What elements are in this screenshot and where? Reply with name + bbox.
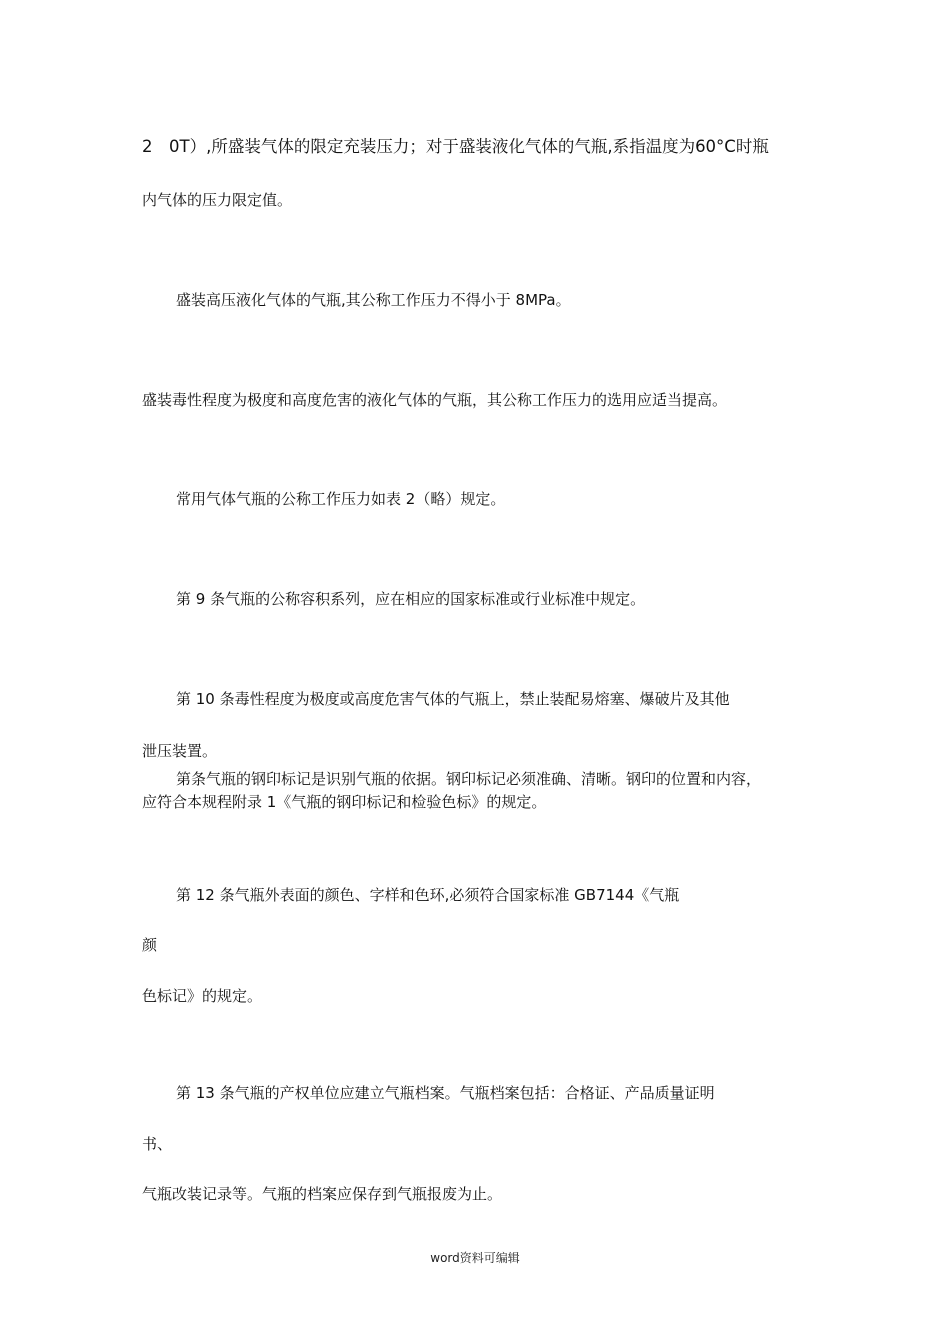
paragraph-toxic-gas-pressure: 盛装毒性程度为极度和高度危害的液化气体的气瓶，其公称工作压力的选用应适当提高。 (142, 391, 728, 409)
paragraph-line-pressure-definition: 2 0T）,所盛装气体的限定充装压力；对于盛装液化气体的气瓶,系指温度为60°C时瓶 (142, 137, 769, 156)
paragraph-article-10-line-2: 泄压装置。 (142, 742, 218, 760)
paragraph-line-pressure-limit: 内气体的压力限定值。 (142, 191, 293, 209)
paragraph-article-12-line-2: 颜 (142, 936, 158, 954)
paragraph-high-pressure-gas: 盛装高压液化气体的气瓶,其公称工作压力不得小于 8MPa。 (176, 291, 571, 309)
paragraph-article-11-line-2: 应符合本规程附录 1《气瓶的钢印标记和检验色标》的规定。 (142, 793, 547, 811)
paragraph-article-12-line-1: 第 12 条气瓶外表面的颜色、字样和色环,必须符合国家标准 GB7144《气瓶 (176, 886, 680, 904)
paragraph-article-11-line-1: 第条气瓶的钢印标记是识别气瓶的依据。钢印标记必须准确、清晰。钢印的位置和内容， (176, 770, 762, 788)
paragraph-article-13-line-1: 第 13 条气瓶的产权单位应建立气瓶档案。气瓶档案包括：合格证、产品质量证明 (176, 1084, 715, 1102)
paragraph-article-12-line-3: 色标记》的规定。 (142, 987, 263, 1005)
paragraph-article-13-line-2: 书、 (142, 1135, 173, 1153)
paragraph-table-2: 常用气体气瓶的公称工作压力如表 2（略）规定。 (176, 490, 506, 508)
paragraph-article-13-line-3: 气瓶改装记录等。气瓶的档案应保存到气瓶报废为止。 (142, 1185, 503, 1203)
page-footer: word资料可编辑 (430, 1251, 520, 1265)
paragraph-article-10-line-1: 第 10 条毒性程度为极度或高度危害气体的气瓶上，禁止装配易熔塞、爆破片及其他 (176, 690, 730, 708)
paragraph-article-9: 第 9 条气瓶的公称容积系列，应在相应的国家标准或行业标准中规定。 (176, 590, 646, 608)
